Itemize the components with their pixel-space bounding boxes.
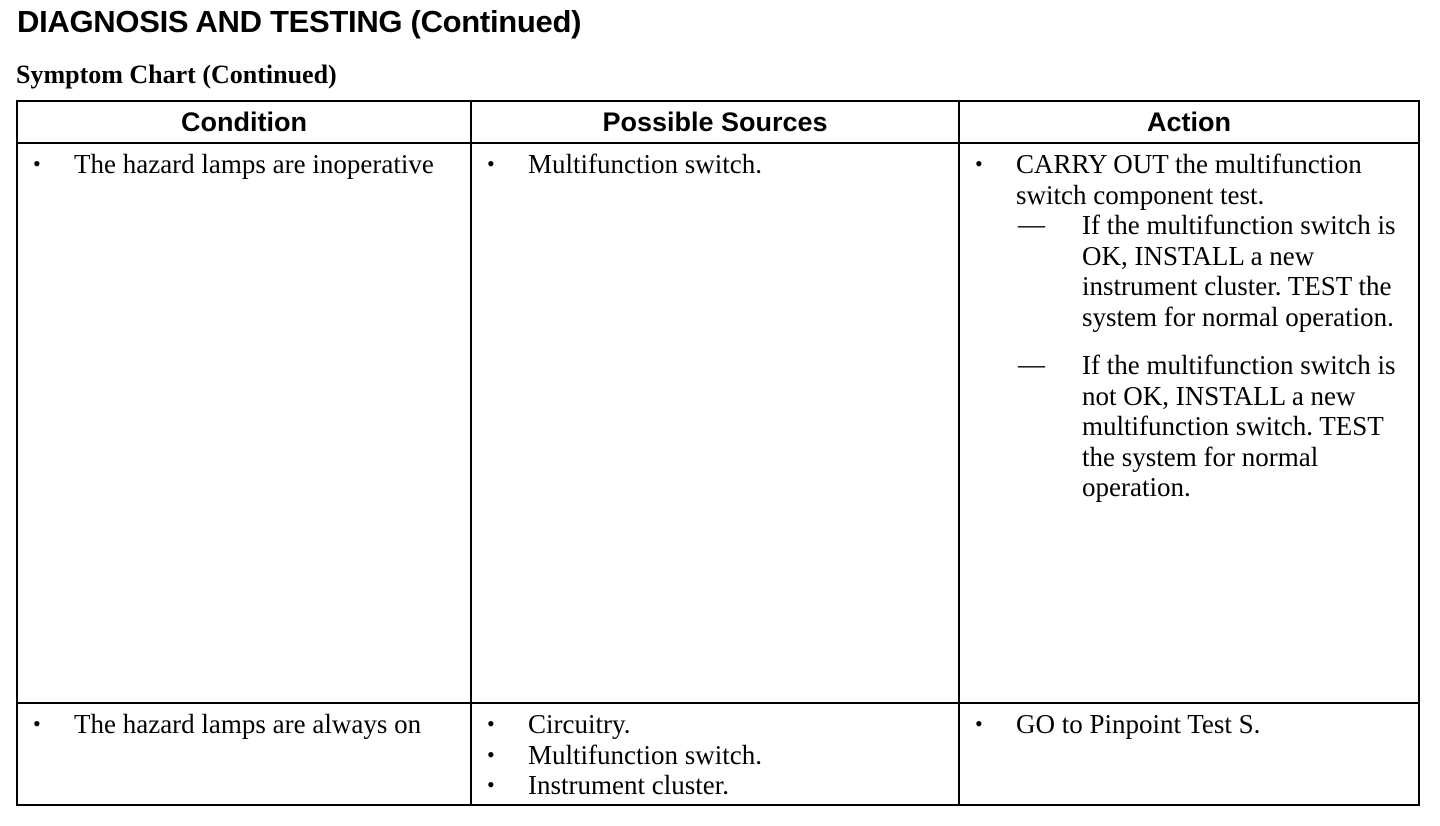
condition-text: The hazard lamps are always on	[74, 709, 422, 739]
page-title: DIAGNOSIS AND TESTING (Continued)	[17, 4, 582, 39]
list-item	[960, 149, 1418, 503]
bullet-icon: •	[487, 772, 495, 797]
source-text: Multifunction switch.	[528, 739, 762, 770]
possible-sources-cell	[471, 143, 959, 703]
action-list	[960, 144, 1418, 503]
sub-list-item	[1016, 210, 1412, 332]
condition-list	[18, 144, 470, 180]
action-cell	[959, 143, 1419, 703]
bullet-icon: •	[975, 711, 983, 736]
condition-cell	[17, 143, 471, 703]
list-item	[472, 740, 958, 771]
action-cell	[959, 703, 1419, 805]
bullet-icon: •	[487, 711, 495, 736]
sub-action-text: If the multifunction switch is OK, INSTALL a new instrument cluster. TEST the system for normal operation.	[1082, 210, 1396, 332]
sub-list-item	[1016, 350, 1412, 503]
table-row	[17, 143, 1419, 703]
condition-list	[18, 704, 470, 740]
list-item	[960, 709, 1418, 740]
list-item	[472, 770, 958, 801]
section-title: Symptom Chart (Continued)	[16, 60, 337, 89]
table-header-row	[17, 101, 1419, 143]
dash-icon: —	[1018, 209, 1045, 239]
possible-sources-cell	[471, 703, 959, 805]
source-text: Instrument cluster.	[528, 770, 729, 800]
list-item	[472, 709, 958, 740]
condition-cell	[17, 703, 471, 805]
source-text: Multifunction switch.	[528, 149, 762, 179]
bullet-icon: •	[33, 151, 41, 176]
list-item	[472, 149, 958, 180]
bullet-icon: •	[487, 741, 495, 767]
sub-action-text: If the multifunction switch is not OK, INSTALL a new multifunction switch. TEST the system for normal operation.	[1082, 350, 1396, 502]
dash-icon: —	[1018, 349, 1045, 379]
bullet-icon: •	[975, 151, 983, 176]
bullet-icon: •	[487, 151, 495, 176]
action-list	[960, 704, 1418, 740]
condition-text: The hazard lamps are inoperative	[74, 149, 434, 179]
bullet-icon: •	[33, 711, 41, 736]
column-header-action: Action	[959, 101, 1419, 143]
source-text: Circuitry.	[528, 709, 631, 739]
action-text: GO to Pinpoint Test S.	[1016, 709, 1261, 739]
list-item	[18, 149, 470, 180]
table-row	[17, 703, 1419, 805]
action-sub-list	[1016, 210, 1412, 503]
symptom-chart-table	[16, 100, 1420, 806]
column-header-condition: Condition	[17, 101, 471, 143]
column-header-possible-sources: Possible Sources	[471, 101, 959, 143]
sources-list	[472, 704, 958, 801]
action-text: CARRY OUT the multifunction switch component test.	[1016, 149, 1362, 210]
sources-list	[472, 144, 958, 180]
list-item	[18, 709, 470, 740]
